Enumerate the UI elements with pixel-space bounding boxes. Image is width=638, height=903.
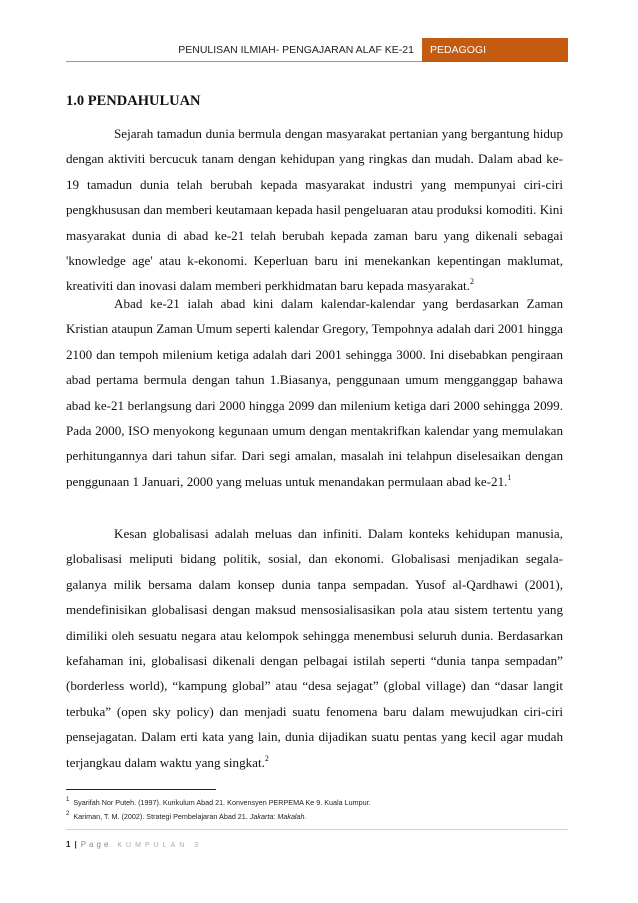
page-label: Page [80, 840, 112, 849]
footnote-2 [66, 811, 566, 821]
header-tag: PEDAGOGI [422, 38, 568, 62]
footnote-number: 1 [66, 797, 70, 803]
footnote-ref: 1 [507, 472, 512, 482]
footnote-divider [66, 789, 216, 790]
paragraph-text: Kesan globalisasi adalah meluas dan infiniti. Dalam konteks kehidupan manusia, globalisasi meliputi bidang politik, sosial, dan ekonomi. Globalisasi menjadikan segala-galanya milik bersama dalam konsep dunia tanpa sempadan. Yusof al-Qardhawi (2001), mendefinisikan globalisasi dengan maksud mensosialisasikan pola atau sistem tertentu yang dimiliki oleh sesuatu negara atau kelompok sehingga menembusi seluruh dunia. Berdasarkan kefahaman ini, globalisasi dikenali dengan pelbagai istilah seperti “dunia tanpa sempadan” (borderless world), “kampung global” atau “desa sejagat” (global village) dan “dasar langit terbuka” (open sky policy) dan menjadi suatu fenomena baru dalam mewujudkan ciri-ciri pensejagatan. Dalam erti kata yang lain, dunia dijadikan suatu pentas yang kecil agar mudah terjangkau dalam waktu yang singkat. [66, 526, 563, 770]
footnote-number: 2 [66, 811, 70, 817]
page-number: 1 [66, 840, 71, 849]
paragraph-3 [66, 521, 563, 775]
section-heading: 1.0 PENDAHULUAN [66, 93, 201, 109]
group-label: KUMPULAN 3 [117, 842, 203, 849]
footnote-ref: 2 [264, 753, 269, 763]
paragraph-text: Abad ke-21 ialah abad kini dalam kalendar-kalendar yang berdasarkan Zaman Kristian ataupun Zaman Umum seperti kalendar Gregory, Tempohnya adalah dari 2001 hingga 2100 dan tempoh milenium ketiga adalah dari 2001 sehingga 3000. Ini disebabkan pengiraan abad pertama bermula dengan tahun 1.Biasanya, penggunaan umum mengganggap bahawa abad ke-21 berlangsung dari 2000 hingga 2099 dan milenium ketiga dari 2000 sehingga 2099. Pada 2000, ISO menyokong kegunaan umum dengan mentakrifkan kalendar yang memulakan perhitungannya dari tahun sifar. Dari segi amalan, masalah ini telahpun diselesaikan dengan penggunaan 1 Januari, 2000 yang meluas untuk menandakan permulaan abad ke-21. [66, 296, 563, 489]
paragraph-text: Sejarah tamadun dunia bermula dengan masyarakat pertanian yang bergantung hidup dengan aktiviti bercucuk tanam dengan kehidupan yang ringkas dan mudah. Dalam abad ke-19 tamadun dunia telah berubah kepada masyarakat industri yang mempunyai ciri-ciri pengkhususan dan memberi keutamaan kepada hasil pengeluaran atau produksi komoditi. Kini masyarakat dunia di abad ke-21 telah berubah kepada zaman baru yang dikenali sebagai 'knowledge age' atau k-ekonomi. Keperluan baru ini menekankan kepentingan maklumat, kreativiti dan inovasi dalam memberi perkhidmatan baru kepada masyarakat. [66, 126, 563, 294]
page-header [66, 38, 568, 62]
header-title: PENULISAN ILMIAH- PENGAJARAN ALAF KE-21 [66, 38, 422, 62]
footer-divider [66, 829, 568, 830]
footnote-italic: Jakarta: Makalah. [249, 812, 307, 821]
footnote-ref: 2 [469, 277, 474, 287]
page-footer [66, 840, 202, 849]
paragraph-1 [66, 121, 563, 299]
footer-separator: | [74, 840, 77, 849]
paragraph-2 [66, 291, 563, 494]
footnote-1 [66, 797, 566, 807]
footnote-text: Kariman, T. M. (2002). Strategi Pembelajaran Abad 21. [73, 812, 250, 821]
footnote-text: Syarifah Nor Puteh. (1997). Kurikulum Abad 21. Konvensyen PERPEMA Ke 9. Kuala Lumpur. [73, 798, 371, 807]
